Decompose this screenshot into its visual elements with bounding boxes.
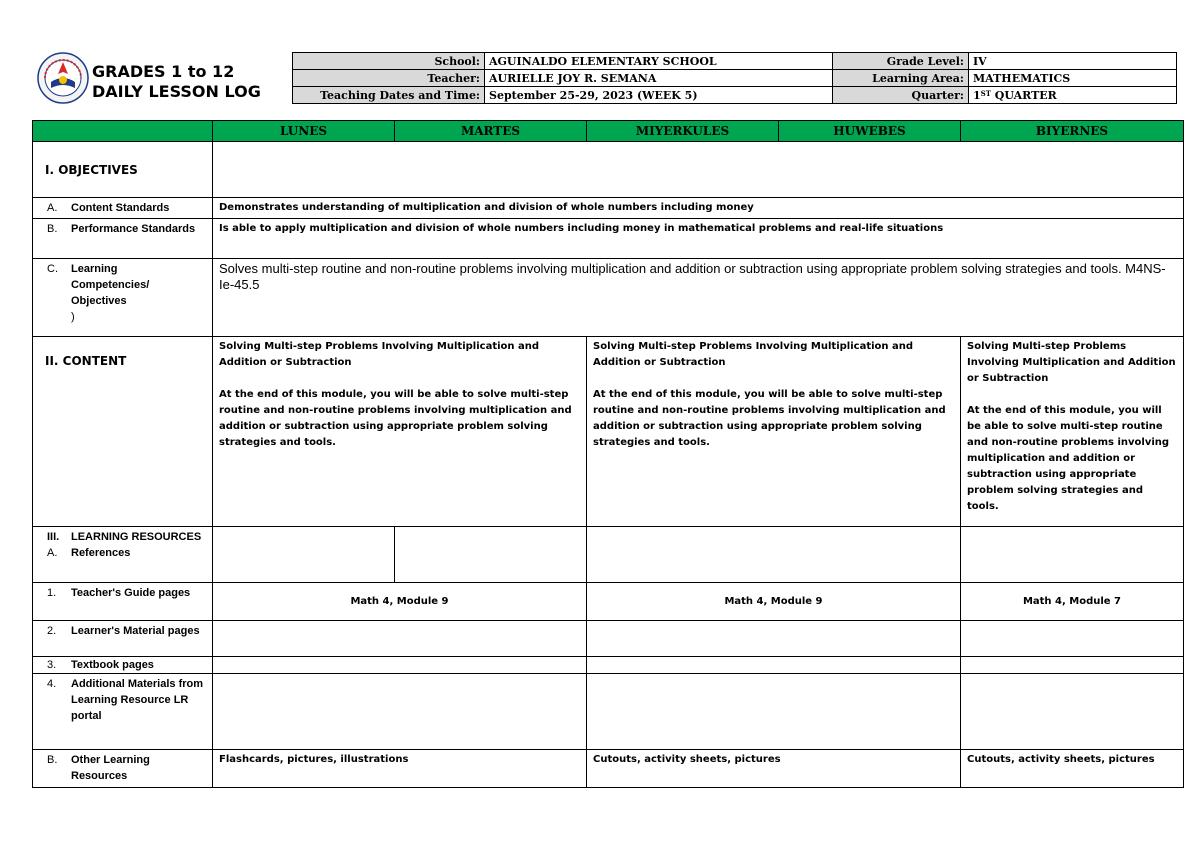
resources-label-cell — [33, 527, 213, 583]
quarter-number: 1 — [973, 88, 981, 102]
quarter-suffix: ST — [980, 88, 991, 98]
content-heading: II. CONTENT — [33, 337, 213, 527]
content-col3-body: At the end of this module, you will be able to solve multi-step routine and non-routine problems involving multiplication and addition or subtraction using appropriate problem solving strategies and tools. — [967, 405, 1170, 512]
content-col1-body: At the end of this module, you will be able to solve multi-step routine and non-routine problems involving multiplication and addition or subtraction using appropriate problem solving strategies and tools. — [219, 389, 572, 448]
other-resources-col2: Cutouts, activity sheets, pictures — [587, 750, 961, 788]
teachers-guide-row — [33, 583, 1184, 621]
learners-material-row — [33, 621, 1184, 657]
textbook-col1 — [213, 657, 587, 674]
objectives-heading: I. OBJECTIVES — [33, 142, 213, 198]
day-wednesday: MIYERKULES — [587, 121, 779, 142]
textbook-label: Textbook pages — [71, 659, 154, 671]
school-label: School: — [293, 53, 485, 70]
dates-label: Teaching Dates and Time: — [293, 87, 485, 104]
competencies-label: Learning Competencies/ Objectives — [71, 263, 150, 307]
info-table — [292, 52, 1177, 104]
teachers-guide-label: Teacher's Guide pages — [71, 587, 191, 599]
learners-material-col3 — [961, 621, 1184, 657]
day-monday: LUNES — [213, 121, 395, 142]
teachers-guide-col2: Math 4, Module 9 — [587, 583, 961, 621]
grade-label: Grade Level: — [833, 53, 969, 70]
content-col3 — [961, 337, 1184, 527]
content-standards-label-cell — [33, 198, 213, 219]
textbook-col2 — [587, 657, 961, 674]
quarter-value — [969, 87, 1177, 104]
performance-standards-text: Is able to apply multiplication and division of whole numbers including money in mathematical problems and real-life situations — [213, 219, 1184, 259]
other-resources-mark: B. — [47, 754, 58, 766]
references-mark: A. — [47, 547, 58, 559]
performance-standards-row — [33, 219, 1184, 259]
learners-material-col2 — [587, 621, 961, 657]
other-resources-label: Other Learning Resources — [71, 754, 150, 782]
textbook-mark: 3. — [47, 659, 57, 671]
additional-materials-mark: 4. — [47, 678, 57, 690]
day-tuesday: MARTES — [395, 121, 587, 142]
title-line-1: GRADES 1 to 12 — [92, 62, 235, 81]
day-friday: BIYERNES — [961, 121, 1184, 142]
teachers-guide-col3: Math 4, Module 7 — [961, 583, 1184, 621]
additional-materials-label: Additional Materials from Learning Resource LR portal — [71, 678, 204, 722]
school-value: AGUINALDO ELEMENTARY SCHOOL — [485, 53, 833, 70]
resources-cell-1 — [213, 527, 395, 583]
content-col2-title: Solving Multi-step Problems Involving Multiplication and Addition or Subtraction — [593, 341, 914, 368]
grade-value: IV — [969, 53, 1177, 70]
competencies-mark: C. — [47, 263, 58, 275]
other-resources-label-cell — [33, 750, 213, 788]
content-col2-body: At the end of this module, you will be able to solve multi-step routine and non-routine problems involving multiplication and addition or subtraction using appropriate problem solving strategies and tools. — [593, 389, 946, 448]
teachers-guide-col1: Math 4, Module 9 — [213, 583, 587, 621]
content-col1 — [213, 337, 587, 527]
competencies-row — [33, 259, 1184, 337]
page-title — [92, 62, 261, 102]
content-col3-title: Solving Multi-step Problems Involving Multiplication and Addition or Subtraction — [967, 341, 1176, 384]
resources-row — [33, 527, 1184, 583]
content-standards-mark: A. — [47, 202, 58, 214]
performance-standards-mark: B. — [47, 223, 58, 235]
area-label: Learning Area: — [833, 70, 969, 87]
references-label: References — [71, 547, 131, 559]
learners-material-mark: 2. — [47, 625, 57, 637]
objectives-row — [33, 142, 1184, 198]
content-standards-row — [33, 198, 1184, 219]
resources-cell-4 — [961, 527, 1184, 583]
additional-materials-col1 — [213, 674, 587, 750]
textbook-row — [33, 657, 1184, 674]
competencies-text: Solves multi-step routine and non-routine problems involving multiplication and addition or subtraction using appropriate problem solving strategies and tools. M4NS-Ie-45.5 — [213, 259, 1184, 337]
teacher-value: AURIELLE JOY R. SEMANA — [485, 70, 833, 87]
competencies-extra: ) — [71, 311, 75, 323]
content-standards-text: Demonstrates understanding of multiplication and division of whole numbers including money — [213, 198, 1184, 219]
learners-material-label-cell — [33, 621, 213, 657]
content-row — [33, 337, 1184, 527]
other-resources-col3: Cutouts, activity sheets, pictures — [961, 750, 1184, 788]
lesson-table — [32, 120, 1184, 788]
quarter-text: QUARTER — [990, 88, 1057, 102]
dates-value: September 25-29, 2023 (WEEK 5) — [485, 87, 833, 104]
content-col1-title: Solving Multi-step Problems Involving Multiplication and Addition or Subtraction — [219, 341, 540, 368]
day-thursday: HUWEBES — [779, 121, 961, 142]
additional-materials-row — [33, 674, 1184, 750]
resources-mark: III. — [47, 531, 60, 543]
learners-material-label: Learner's Material pages — [71, 625, 200, 637]
day-header-row — [33, 121, 1184, 142]
objectives-body — [213, 142, 1184, 198]
resources-cell-2 — [395, 527, 587, 583]
quarter-label: Quarter: — [833, 87, 969, 104]
additional-materials-label-cell — [33, 674, 213, 750]
other-resources-row — [33, 750, 1184, 788]
teachers-guide-label-cell — [33, 583, 213, 621]
textbook-col3 — [961, 657, 1184, 674]
deped-seal-icon — [37, 52, 89, 104]
content-col2 — [587, 337, 961, 527]
competencies-label-cell — [33, 259, 213, 337]
resources-cell-3 — [587, 527, 961, 583]
resources-heading: LEARNING RESOURCES — [71, 531, 202, 543]
teachers-guide-mark: 1. — [47, 587, 57, 599]
title-line-2: DAILY LESSON LOG — [92, 82, 261, 101]
other-resources-col1: Flashcards, pictures, illustrations — [213, 750, 587, 788]
area-value: MATHEMATICS — [969, 70, 1177, 87]
performance-standards-label: Performance Standards — [71, 223, 196, 235]
content-standards-label: Content Standards — [71, 202, 170, 214]
additional-materials-col2 — [587, 674, 961, 750]
day-header-blank — [33, 121, 213, 142]
textbook-label-cell — [33, 657, 213, 674]
performance-standards-label-cell — [33, 219, 213, 259]
teacher-label: Teacher: — [293, 70, 485, 87]
learners-material-col1 — [213, 621, 587, 657]
additional-materials-col3 — [961, 674, 1184, 750]
